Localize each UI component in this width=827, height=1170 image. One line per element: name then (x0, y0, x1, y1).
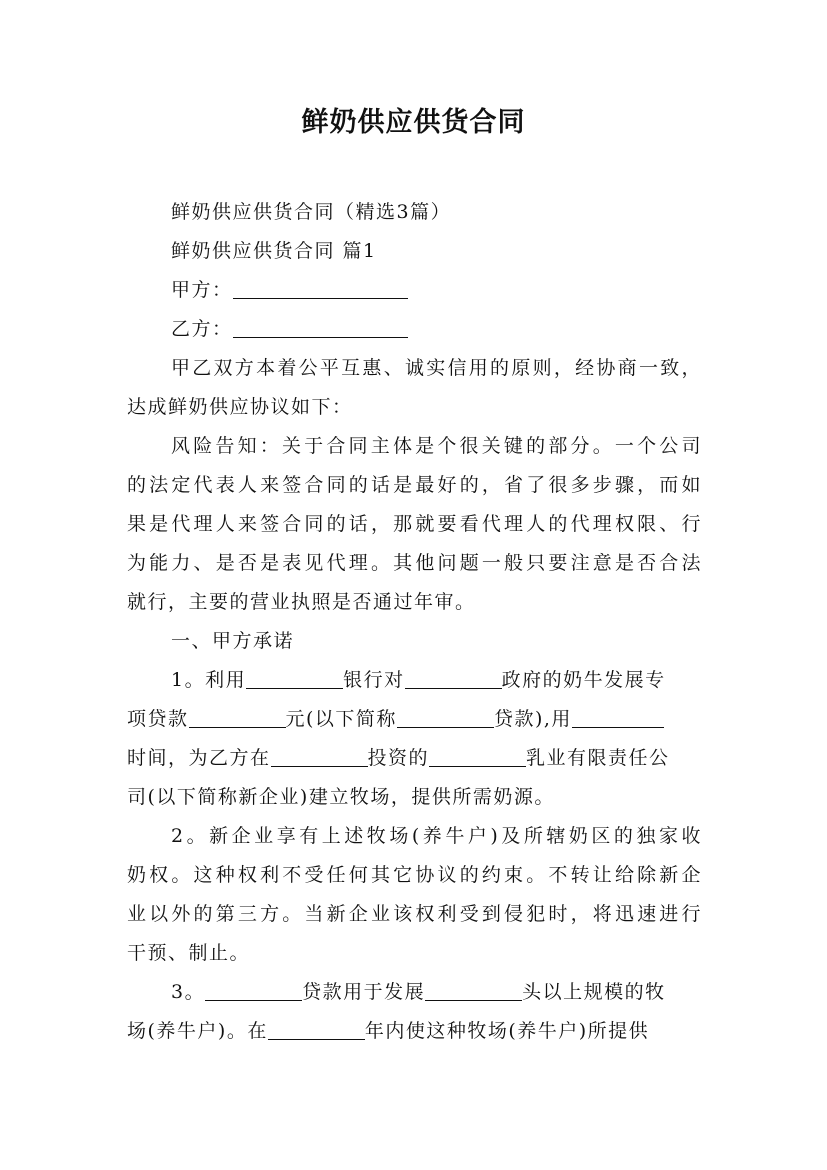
clause-line (171, 661, 702, 700)
paragraph-line: 就行，主要的营业执照是否通过年审。 (127, 591, 476, 613)
party-a-label: 甲方： (171, 279, 233, 301)
fill-blank[interactable] (405, 668, 502, 689)
fill-blank[interactable] (429, 746, 526, 767)
paragraph-line: 达成鲜奶供应协议如下： (127, 396, 353, 418)
paragraph-line: 业以外的第三方。当新企业该权利受到侵犯时，将迅速进行 (127, 903, 702, 925)
paragraph-line: 司(以下简称新企业)建立牧场，提供所需奶源。 (127, 786, 555, 808)
clause-text: 贷款),用 (493, 708, 572, 730)
clause-line (127, 700, 702, 739)
fill-blank[interactable] (271, 746, 368, 767)
fill-blank[interactable] (246, 668, 343, 689)
document-title: 鲜奶供应供货合同 (301, 107, 526, 138)
fill-blank[interactable] (189, 707, 286, 728)
section-heading: 鲜奶供应供货合同 篇1 (171, 240, 377, 262)
paragraph-line: 奶权。这种权利不受任何其它协议的约束。不转让给除新企 (127, 864, 702, 886)
clause-text: 项贷款 (127, 708, 189, 730)
clause-line (127, 1012, 702, 1051)
clause-text: 银行对 (343, 669, 405, 691)
fill-blank[interactable] (572, 707, 664, 728)
fill-blank[interactable] (397, 707, 494, 728)
clause-text: 政府的奶牛发展专 (501, 669, 666, 691)
clause-text: 场(养牛户)。在 (127, 1020, 268, 1042)
clause-text: 投资的 (367, 747, 430, 769)
clause-text: 1。利用 (171, 669, 247, 691)
clause-text: 时间，为乙方在 (127, 747, 271, 769)
clause-text: 年内使这种牧场(养牛户)所提供 (364, 1020, 650, 1042)
party-b-line (171, 310, 702, 349)
clause-line (171, 973, 702, 1012)
paragraph-line: 干预、制止。 (127, 942, 251, 964)
clause-text: 贷款用于发展 (302, 981, 426, 1003)
party-b-blank[interactable] (233, 317, 408, 338)
fill-blank[interactable] (205, 980, 302, 1001)
paragraph-line: 为能力、是否是表见代理。其他问题一般只要注意是否合法 (127, 552, 702, 574)
party-a-line (171, 271, 702, 310)
fill-blank[interactable] (268, 1019, 365, 1040)
paragraph-line: 风险告知：关于合同主体是个很关键的部分。一个公司 (171, 435, 702, 457)
paragraph-line: 2。新企业享有上述牧场(养牛户)及所辖奶区的独家收 (171, 825, 702, 847)
clause-text: 头以上规模的牧 (522, 981, 666, 1003)
fill-blank[interactable] (425, 980, 522, 1001)
clause-line (127, 739, 702, 778)
clause-heading: 一、甲方承诺 (171, 630, 295, 652)
paragraph-line: 的法定代表人来签合同的话是最好的，省了很多步骤，而如 (127, 474, 702, 496)
clause-text: 乳业有限责任公 (526, 747, 670, 769)
clause-text: 元(以下简称 (285, 708, 397, 730)
paragraph-line: 甲乙双方本着公平互惠、诚实信用的原则，经协商一致， (171, 357, 702, 379)
party-a-blank[interactable] (233, 278, 408, 299)
paragraph-line: 果是代理人来签合同的话，那就要看代理人的代理权限、行 (127, 513, 702, 535)
subtitle-line: 鲜奶供应供货合同（精选3篇） (171, 201, 452, 223)
party-b-label: 乙方： (171, 318, 233, 340)
clause-text: 3。 (171, 981, 206, 1003)
